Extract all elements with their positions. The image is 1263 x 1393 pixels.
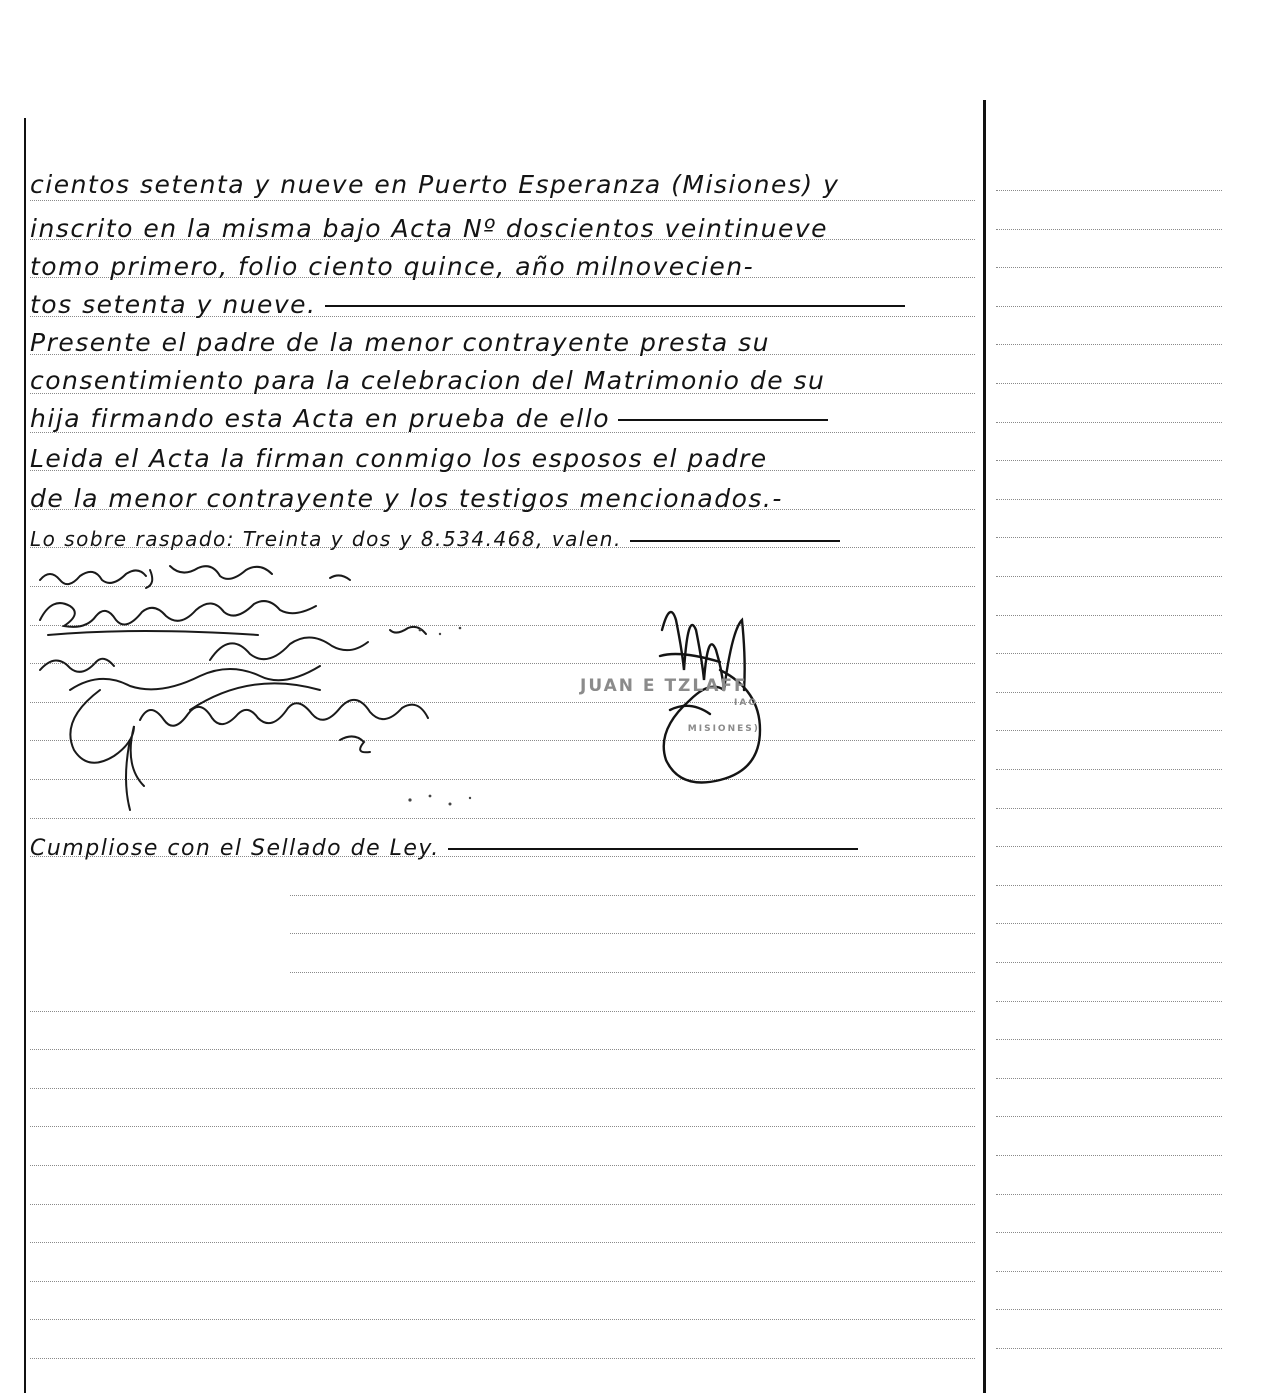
ruled-line-side [996, 1155, 1222, 1156]
text-line-1: cientos setenta y nueve en Puerto Esperanza (Misiones) y [30, 170, 840, 199]
ruled-line-side [996, 537, 1222, 538]
ruled-line-main [290, 895, 975, 896]
ruled-line-main [30, 1011, 975, 1012]
text-line-5: Presente el padre de la menor contrayente presta su [30, 328, 770, 357]
text-line-7: hija firmando esta Acta en prueba de ello [30, 402, 980, 436]
ruled-line-main [30, 1049, 975, 1050]
ruled-line-side [996, 306, 1222, 307]
ruled-line-side [996, 885, 1222, 886]
closing-line: Cumpliose con el Sellado de Ley. [30, 832, 980, 866]
ruled-line-main [290, 972, 975, 973]
ruled-line-side [996, 1039, 1222, 1040]
text-line-9: de la menor contrayente y los testigos mencionados.- [30, 484, 783, 513]
ruled-line-side [996, 962, 1222, 963]
ruled-line-side [996, 499, 1222, 500]
ruled-line-side [996, 460, 1222, 461]
ruled-line-side [996, 229, 1222, 230]
ruled-line-main [30, 1204, 975, 1205]
ruled-line-side [996, 808, 1222, 809]
fill-line [618, 419, 828, 421]
ruled-line-main [30, 1319, 975, 1320]
ruled-line-side [996, 267, 1222, 268]
left-margin-line [24, 118, 26, 1393]
ruled-line-side [996, 422, 1222, 423]
ruled-line-side [996, 1001, 1222, 1002]
ruled-line-main [30, 1242, 975, 1243]
ruled-line-side [996, 615, 1222, 616]
ruled-line-side [996, 730, 1222, 731]
ruled-line-side [996, 846, 1222, 847]
stamp-line-3: MISIONES) [580, 724, 760, 734]
ruled-line-side [996, 190, 1222, 191]
ruled-line-side [996, 1348, 1222, 1349]
ruled-line-side [996, 1309, 1222, 1310]
ruled-line-side [996, 1232, 1222, 1233]
text-line-4: tos setenta y nueve. [30, 288, 980, 322]
ruled-line-side [996, 344, 1222, 345]
handwritten-signatures [30, 560, 970, 820]
text-line-3: tomo primero, folio ciento quince, año milnovecien- [30, 252, 755, 281]
text-line-6: consentimiento para la celebracion del Matrimonio de su [30, 366, 826, 395]
ruled-line-side [996, 1078, 1222, 1079]
text-line-8: Leida el Acta la firman conmigo los esposos el padre [30, 444, 768, 473]
ruled-line-side [996, 769, 1222, 770]
column-divider-line [983, 100, 986, 1393]
ruled-line-main [30, 1088, 975, 1089]
stamp-name: JUAN E TZLAFF [580, 676, 748, 696]
ruled-line-main [30, 1126, 975, 1127]
text-line-2: inscrito en la misma bajo Acta Nº doscientos veintinueve [30, 214, 829, 243]
ruled-line-side [996, 653, 1222, 654]
ruled-line-side [996, 1116, 1222, 1117]
ruled-line-main [30, 1281, 975, 1282]
ruled-line-side [996, 692, 1222, 693]
ruled-line-main [30, 1165, 975, 1166]
ruled-line-main [30, 1358, 975, 1359]
stamp-line-2: IAO [580, 698, 758, 708]
ruled-line-side [996, 1194, 1222, 1195]
ruled-line-main [290, 933, 975, 934]
ruled-line-side [996, 923, 1222, 924]
ruled-line-side [996, 383, 1222, 384]
ruled-line-side [996, 576, 1222, 577]
signatures-block [30, 560, 970, 820]
ruled-line-side [996, 1271, 1222, 1272]
fill-line [325, 305, 905, 307]
fill-line [630, 540, 840, 542]
text-line-10: Lo sobre raspado: Treinta y dos y 8.534.468, valen. [30, 522, 980, 556]
fill-line [448, 848, 858, 850]
